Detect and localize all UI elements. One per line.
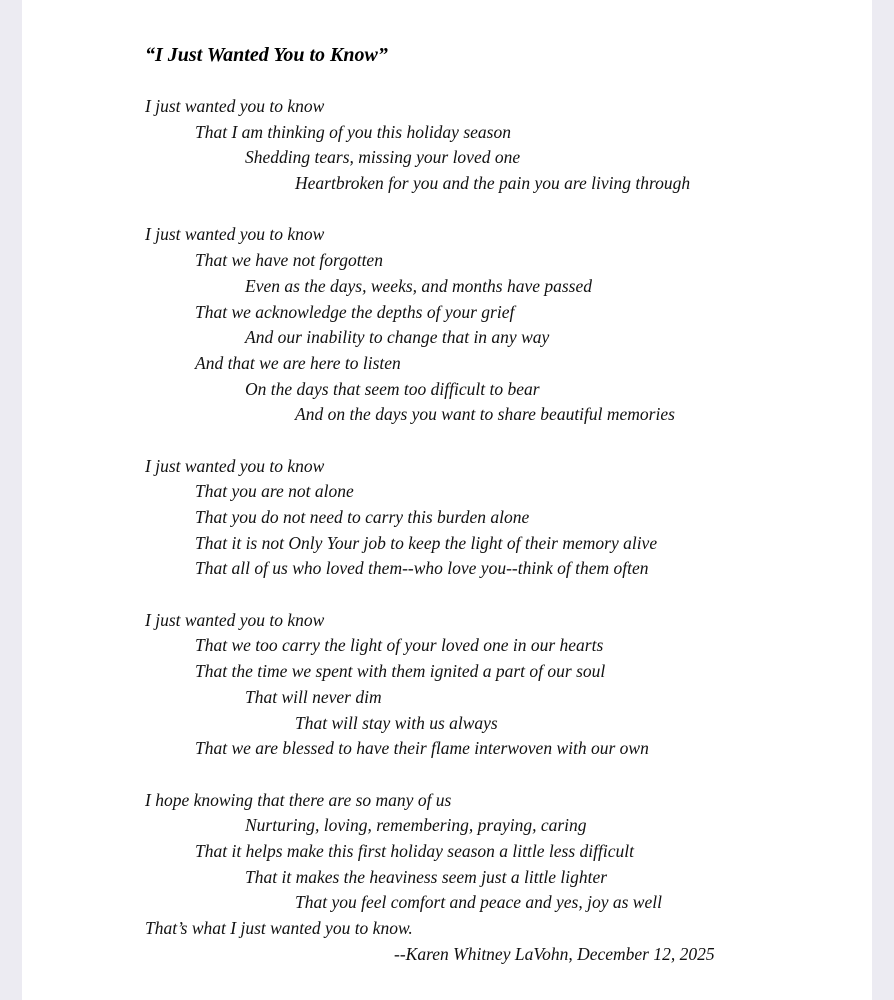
poem-body — [145, 94, 715, 967]
poem-line: That it makes the heaviness seem just a little lighter — [245, 866, 608, 887]
poem-line: And our inability to change that in any way — [245, 327, 550, 348]
poem-line: Even as the days, weeks, and months have passed — [245, 275, 593, 296]
poem-signature: --Karen Whitney LaVohn, December 12, 2025 — [394, 943, 715, 964]
poem-line: That it helps make this first holiday season a little less difficult — [195, 840, 634, 861]
document-page — [22, 0, 872, 1000]
poem-line: I just wanted you to know — [145, 96, 325, 116]
poem-line: That we have not forgotten — [195, 250, 383, 271]
poem-line: That we too carry the light of your loved one in our hearts — [195, 635, 604, 656]
poem-line: I hope knowing that there are so many of us — [145, 789, 452, 810]
poem-line: That will stay with us always — [295, 712, 498, 733]
poem-line: That the time we spent with them ignited a part of our soul — [195, 661, 606, 682]
stanza-5 — [145, 788, 715, 968]
poem-line: That we acknowledge the depths of your grief — [195, 301, 515, 322]
poem-line: That we are blessed to have their flame interwoven with our own — [195, 738, 649, 759]
poem-line: Nurturing, loving, remembering, praying, caring — [245, 815, 587, 836]
stanza-1 — [145, 94, 715, 197]
poem-line: And on the days you want to share beautiful memories — [295, 404, 675, 425]
poem-line: That I am thinking of you this holiday season — [195, 121, 511, 142]
poem-line: That all of us who loved them--who love you--think of them often — [195, 558, 649, 579]
poem-line: I just wanted you to know — [145, 609, 325, 630]
poem-line: Heartbroken for you and the pain you are living through — [295, 173, 691, 194]
poem-line: That you feel comfort and peace and yes, joy as well — [295, 892, 662, 913]
poem-line: On the days that seem too difficult to bear — [245, 378, 540, 399]
poem-line: That will never dim — [245, 686, 382, 707]
poem-line: I just wanted you to know — [145, 455, 325, 476]
poem-line: That you are not alone — [195, 481, 354, 502]
poem-line: That you do not need to carry this burden alone — [195, 507, 530, 527]
poem-line: Shedding tears, missing your loved one — [245, 147, 521, 168]
stanza-4 — [145, 608, 715, 762]
poem-line: That it is not Only Your job to keep the light of their memory alive — [195, 532, 658, 553]
stanza-2 — [145, 222, 715, 428]
poem-line: I just wanted you to know — [145, 224, 325, 245]
stanza-3 — [145, 454, 715, 582]
poem-line: And that we are here to listen — [195, 352, 401, 373]
poem-title: “I Just Wanted You to Know” — [145, 44, 388, 66]
poem-line: That’s what I just wanted you to know. — [145, 918, 413, 938]
